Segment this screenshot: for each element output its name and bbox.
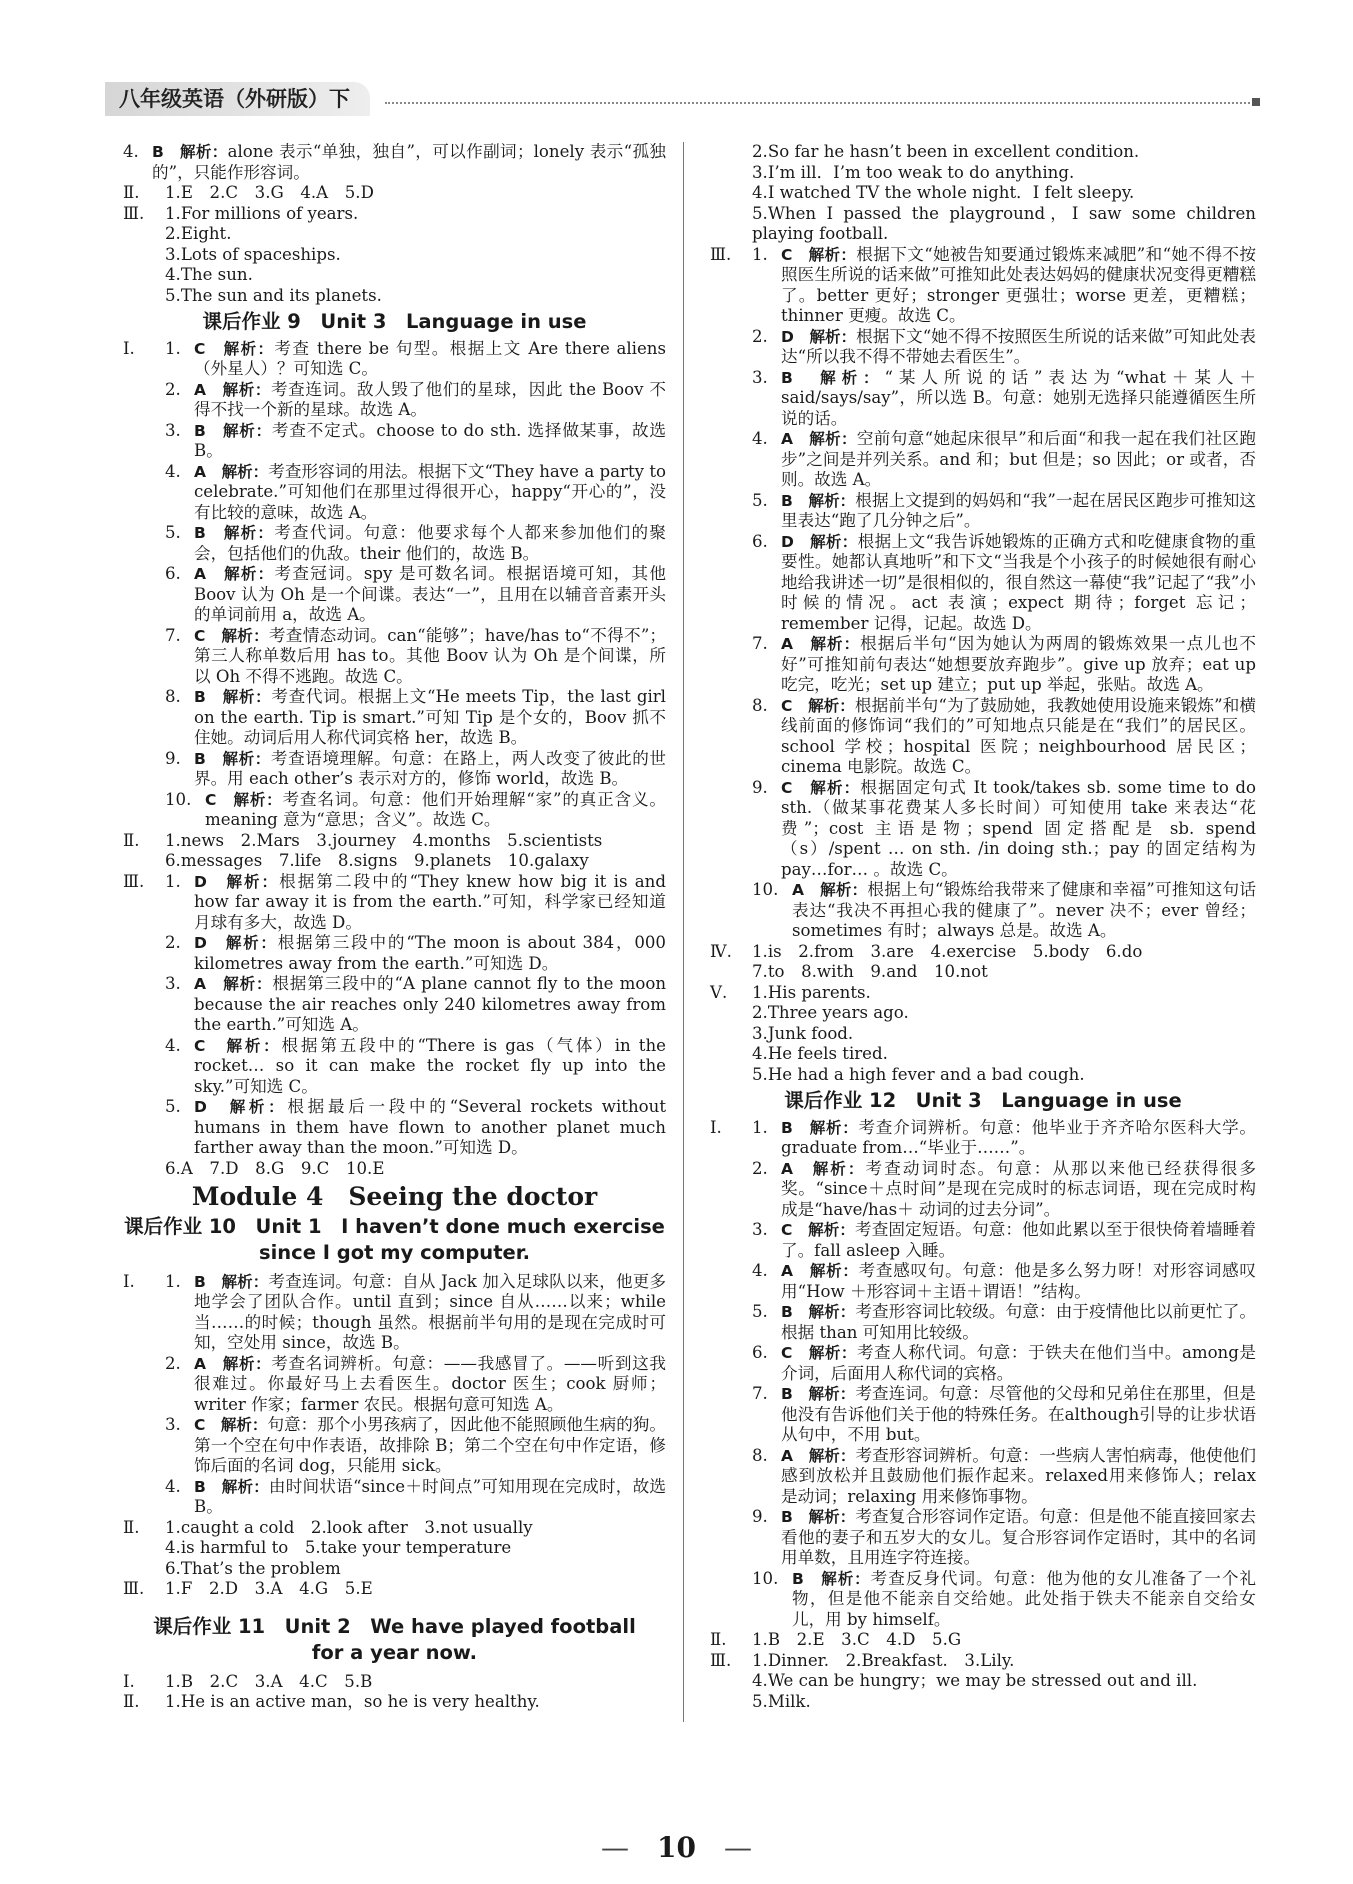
hw9-section-iii: Ⅲ. 1. D 解析：根据第二段中的“They knew how big it is and how far away it is from the earth.”可知，科学家已经知道月球有多大，故选 D。 2. D 解析：根据第三段中的“The moon is about 384，000 kilometres away from the earth.”可知选 D。 3. A 解析：根据第三段中的“A plane cannot fly to the moon because the air reaches only 240 kilometres away from the earth.”可知选 A。 4. C 解析：根据第五段中的“There is gas（气体）in the rocket… so it can make the rocket fly up into the sky.”可知选 C。 5. D 解析：根据最后一段中的“Several rockets without humans in them have flown to another planet much farther away than the moon.”可知选 D。 6.A 7.D 8.G 9.C 10.E — [123, 871, 667, 1178]
left-column — [123, 142, 666, 1713]
answer-item: 4. C 解析：根据第五段中的“There is gas（气体）in the rocket… so it can make the rocket fly up into the sky.”可知选 C。 — [165, 1035, 666, 1096]
answer-item: 10. B 解析：考查反身代词。句意：他为他的女儿准备了一个礼物，但是他不能亲自交给她。此处指于铁夫不能亲自交给女儿，用 by himself。 — [752, 1568, 1256, 1629]
header-title: 八年级英语（外研版）下 — [105, 82, 370, 116]
answer-item: 4. B 解析：alone 表示“单独，独自”，可以作副词；lonely 表示“孤独的”，只能作形容词。 — [123, 142, 666, 182]
answer-item: 3. B 解析：考查不定式。choose to do sth. 选择做某事，故选 B。 — [165, 420, 666, 460]
answer-item: 10. C 解析：考查名词。句意：他们开始理解“家”的真正含义。meaning 意为“意思；含义”。故选 C。 — [165, 789, 666, 829]
section-iv: Ⅳ. 1.is 2.from 3.are 4.exercise 5.body 6.do 7.to 8.with 9.and 10.not — [710, 941, 1143, 981]
answer-item: 3. C 解析：句意：那个小男孩病了，因此他不能照顾他生病的狗。第一个空在句中作表语，故排除 B；第二个空在句中作定语，修饰后面的名词 dog，只能用 sick。 — [165, 1415, 666, 1475]
answer-item: 3. C 解析：考查固定短语。句意：他如此累以至于很快倚着墙睡着了。fall asleep 入睡。 — [752, 1220, 1256, 1260]
hw11-section-ii: Ⅱ. 1.He is an active man，so he is very healthy. — [123, 1692, 540, 1711]
homework-10-heading: 课后作业 10 Unit 1 I haven’t done much exercise since I got my computer. — [124, 1214, 665, 1264]
answer-item: 5. B 解析：考查形容词比较级。句意：由于疫情他比以前更忙了。根据 than 可知用比较级。 — [752, 1302, 1256, 1342]
answer-item: 1. C 解析：考查 there be 句型。根据上文 Are there aliens（外星人）？可知选 C。 — [165, 338, 666, 378]
answer-item: 1. C 解析：根据下文“她被告知要通过锻炼来减肥”和“她不得不按照医生所说的话来做”可推知此处表达妈妈的健康状况变得更糟糕了。better 更好；stronger 更强壮；worse 更差，更糟糕；thinner 更瘦。故选 C。 — [752, 244, 1256, 325]
page-number-left-dash: — — [601, 1831, 658, 1864]
homework-12-heading: 课后作业 12 Unit 3 Language in use — [784, 1089, 1182, 1112]
answer-item: 9. C 解析：根据固定句式 It took/takes sb. some time to do sth.（做某事花费某人多长时间）可知使用 take 来表达“花费”；cost 主语是物；spend 固定搭配是 sb. spend（s）/spent … on sth. /in doing sth.；pay 的固定结构为 pay…for… 。故选 C。 — [752, 777, 1256, 879]
answer-item: 2. A 解析：考查名词辨析。句意：——我感冒了。——听到这我很难过。你最好马上去看医生。doctor 医生；cook 厨师；writer 作家；farmer 农民。根据句意可知选 A。 — [165, 1353, 666, 1414]
answer-item: 4. A 解析：空前句意“她起床很早”和后面“和我一起在我们社区跑步”之间是并列关系。and 和；but 但是；so 因此；or 或者，否则。故选 A。 — [752, 429, 1257, 489]
hw12-section-iii: Ⅲ. 1.Dinner. 2.Breakfast. 3.Lily. 4.We can be hungry；we may be stressed out and ill. 5.Milk. — [710, 1650, 1198, 1711]
answer-item: 7. C 解析：考查情态动词。can“能够”；have/has to“不得不”；第三人称单数后用 has to。其他 Boov 认为 Oh 是个间谍，所以 Oh 不得不逃跑。故选 C。 — [165, 625, 666, 686]
answer-item: 2. D 解析：根据下文“她不得不按照医生所说的话来做”可知此处表达“所以我不得不带她去看医生”。 — [752, 326, 1257, 366]
page-number: — 10 — — [601, 1831, 752, 1864]
section-v: Ⅴ. 1.His parents. 2.Three years ago. 3.Junk food. 4.He feels tired. 5.He had a high fever and a bad cough. — [710, 982, 1085, 1084]
hw12-section-ii: Ⅱ. 1.B 2.E 3.C 4.D 5.G — [710, 1630, 962, 1649]
hw9-section-i: Ⅰ. 1. C 解析：考查 there be 句型。根据上文 Are there aliens（外星人）？可知选 C。 2. A 解析：考查连词。敌人毁了他们的星球，因此 the Boov 不得不找一个新的星球。故选 A。 3. B 解析：考查不定式。choose to do sth. 选择做某事，故选 B。 4. A 解析：考查形容词的用法。根据下文“They have a party to celebrate.”可知他们在那里过得很开心，happy“开心的”，没有比较的意味，故选 A。 5. B 解析：考查代词。句意：他要求每个人都来参加他们的聚会，包括他们的仇敌。their 他们的，故选 B。 6. A 解析：考查冠词。spy 是可数名词。根据语境可知，其他 Boov 认为 Oh 是一个间谍。表达“一”，且用在以辅音音素开头的单词前用 a，故选 A。 7. C 解析：考查情态动词。can“能够”；have/has to“不得不”；第三人称单数后用 has to。其他 Boov 认为 Oh 是个间谍，所以 Oh 不得不逃跑。故选 C。 8. B 解析：考查代词。根据上文“He meets Tip，the last girl on the earth. Tip is smart.”可知 Tip 是个女的，Boov 抓不住她。动词后用人称代词宾格 her，故选 B。 9. B 解析：考查语境理解。句意：在路上，两人改变了彼此的世界。用 each other’s 表示对方的，修饰 world，故选 B。 10. C 解析：考查名词。句意：他们开始理解“家”的真正含义。meaning 意为“意思；含义”。故选 C。 — [123, 338, 666, 829]
running-header — [105, 82, 1260, 116]
hw9-section-ii: Ⅱ. 1.news 2.Mars 3.journey 4.months 5.scientists 6.messages 7.life 8.signs 9.planets 10.galaxy — [123, 830, 603, 870]
answer-item: 5. B 解析：根据上文提到的妈妈和“我”一起在居民区跑步可推知这里表达“跑了几分钟之后”。 — [752, 490, 1256, 530]
answer-item: 1. B 解析：考查介词辨析。句意：他毕业于齐齐哈尔医科大学。graduate from…“毕业于……”。 — [752, 1117, 1256, 1157]
homework-11-heading: 课后作业 11 Unit 2 We have played football for a year now. — [153, 1614, 636, 1664]
answer-item: 3. A 解析：根据第三段中的“A plane cannot fly to the moon because the air reaches only 240 kilometres away from the earth.”可知选 A。 — [165, 974, 667, 1034]
answer-item: 5. D 解析：根据最后一段中的“Several rockets without humans in them have flown to another planet much farther away than the moon.”可知选 D。 — [165, 1097, 666, 1157]
answer-item: 9. B 解析：考查语境理解。句意：在路上，两人改变了彼此的世界。用 each other’s 表示对方的，修饰 world，故选 B。 — [165, 748, 666, 788]
section-iii-cloze: Ⅲ. 1. C 解析：根据下文“她被告知要通过锻炼来减肥”和“她不得不按照医生所说的话来做”可推知此处表达妈妈的健康状况变得更糟糕了。better 更好；stronger 更强壮；worse 更差，更糟糕；thinner 更瘦。故选 C。 2. D 解析：根据下文“她不得不按照医生所说的话来做”可知此处表达“所以我不得不带她去看医生”。 3. B 解析：“某人所说的话”表达为“what＋某人＋said/says/say”，所以选 B。句意：她别无选择只能遵循医生所说的话。 4. A 解析：空前句意“她起床很早”和后面“和我一起在我们社区跑步”之间是并列关系。and 和；but 但是；so 因此；or 或者，否则。故选 A。 5. B 解析：根据上文提到的妈妈和“我”一起在居民区跑步可推知这里表达“跑了几分钟之后”。 6. D 解析：根据上文“我告诉她锻炼的正确方式和吃健康食物的重要性。她都认真地听”和下文“当我是个小孩子的时候她很有耐心地给我讲述一切”是很相似的，很自然这一幕使“我”记起了“我”小时候的情况。act 表演；expect 期待；forget 忘记；remember 记得，记起。故选 D。 7. A 解析：根据后半句“因为她认为两周的锻炼效果一点儿也不好”可推知前句表达“她想要放弃跑步”。give up 放弃；eat up 吃完，吃光；set up 建立；put up 举起，张贴。故选 A。 8. C 解析：根据前半句“为了鼓励她，我教她使用设施来锻炼”和横线前面的修饰词“我们的”可知地点只能是在“我们”的居民区。school 学校；hospital 医院；neighbourhood 居民区；cinema 电影院。故选 C。 9. C 解析：根据固定句式 It took/takes sb. some time to do sth.（做某事花费某人多长时间）可知使用 take 来表达“花费”；cost 主语是物；spend 固定搭配是 sb. spend（s）/spent … on sth. /in doing sth.；pay 的固定结构为 pay…for… 。故选 C。 10. A 解析：根据上句“锻炼给我带来了健康和幸福”可推知这句话表达“我决不再担心我的健康了”。never 决不；ever 曾经；sometimes 有时；always 总是。故选 A。 — [710, 244, 1257, 940]
answer-item: 7. B 解析：考查连词。句意：尽管他的父母和兄弟住在那里，但是他没有告诉他们关于他的特殊任务。在although引导的让步状语从句中，不用 but。 — [752, 1384, 1256, 1444]
answer-item: 6. D 解析：根据上文“我告诉她锻炼的正确方式和吃健康食物的重要性。她都认真地听”和下文“当我是个小孩子的时候她很有耐心地给我讲述一切”是很相似的，很自然这一幕使“我”记起了“我”小时候的情况。act 表演；expect 期待；forget 忘记；remember 记得，记起。故选 D。 — [752, 531, 1256, 633]
answer-item: 8. B 解析：考查代词。根据上文“He meets Tip，the last girl on the earth. Tip is smart.”可知 Tip 是个女的，Boov 抓不住她。动词后用人称代词宾格 her，故选 B。 — [165, 687, 666, 747]
hw10-section-iii: Ⅲ. 1.F 2.D 3.A 4.G 5.E — [123, 1579, 373, 1598]
answer-item: 9. B 解析：考查复合形容词作定语。句意：但是他不能直接回家去看他的妻子和五岁大的女儿。复合形容词作定语时，其中的名词用单数，且用连字符连接。 — [752, 1507, 1256, 1567]
answer-item: 8. C 解析：根据前半句“为了鼓励她，我教她使用设施来锻炼”和横线前面的修饰词“我们的”可知地点只能是在“我们”的居民区。school 学校；hospital 医院；neighbourhood 居民区；cinema 电影院。故选 C。 — [752, 695, 1256, 776]
hw12-section-i: Ⅰ. 1. B 解析：考查介词辨析。句意：他毕业于齐齐哈尔医科大学。graduate from…“毕业于……”。 2. A 解析：考查动词时态。句意：从那以来他已经获得很多奖。“since＋点时间”是现在完成时的标志词语，现在完成时构成是“have/has＋ 动词的过去分词”。 3. C 解析：考查固定短语。句意：他如此累以至于很快倚着墙睡着了。fall asleep 入睡。 4. A 解析：考查感叹句。句意：他是多么努力呀！对形容词感叹用“How ＋形容词＋主语＋谓语！”结构。 5. B 解析：考查形容词比较级。句意：由于疫情他比以前更忙了。根据 than 可知用比较级。 6. C 解析：考查人称代词。句意：于铁夫在他们当中。among是介词，后面用人称代词的宾格。 7. B 解析：考查连词。句意：尽管他的父母和兄弟住在那里，但是他没有告诉他们关于他的特殊任务。在although引导的让步状语从句中，不用 but。 8. A 解析：考查形容词辨析。句意：一些病人害怕病毒，他使他们感到放松并且鼓励他们振作起来。relaxed用来修饰人；relax 是动词；relaxing 用来修饰事物。 9. B 解析：考查复合形容词作定语。句意：但是他不能直接回家去看他的妻子和五岁大的女儿。复合形容词作定语时，其中的名词用单数，且用连字符连接。 10. B 解析：考查反身代词。句意：他为他的女儿准备了一个礼物，但是他不能亲自交给她。此处指于铁夫不能亲自交给女儿，用 by himself。 — [710, 1117, 1257, 1629]
column-divider — [683, 142, 684, 1722]
answer-item: 6. C 解析：考查人称代词。句意：于铁夫在他们当中。among是介词，后面用人称代词的宾格。 — [752, 1343, 1256, 1383]
section-ii: Ⅱ. 1.E 2.C 3.G 4.A 5.D — [123, 183, 374, 202]
answer-item: 8. A 解析：考查形容词辨析。句意：一些病人害怕病毒，他使他们感到放松并且鼓励他们振作起来。relaxed用来修饰人；relax 是动词；relaxing 用来修饰事物。 — [752, 1445, 1257, 1506]
hw10-section-i: Ⅰ. 1. B 解析：考查连词。句意：自从 Jack 加入足球队以来，他更多地学会了团队合作。until 直到；since 自从……以来；while 当……的时候；though 虽然。根据前半句用的是现在完成时可知，空处用 since，故选 B。 2. A 解析：考查名词辨析。句意：——我感冒了。——听到这我很难过。你最好马上去看医生。doctor 医生；cook 厨师；writer 作家；farmer 农民。根据句意可知选 A。 3. C 解析：句意：那个小男孩病了，因此他不能照顾他生病的狗。第一个空在句中作表语，故排除 B；第二个空在句中作定语，修饰后面的名词 dog，只能用 sick。 4. B 解析：由时间状语“since＋时间点”可知用现在完成时，故选 B。 — [123, 1271, 666, 1516]
module-4-title: Module 4 Seeing the doctor — [191, 1182, 598, 1211]
answer-item: 4. A 解析：考查形容词的用法。根据下文“They have a party to celebrate.”可知他们在那里过得很开心，happy“开心的”，没有比较的意味，故选 A。 — [165, 461, 666, 522]
answer-item: 4. B 解析：由时间状语“since＋时间点”可知用现在完成时，故选 B。 — [165, 1476, 666, 1516]
answer-item: 4. A 解析：考查感叹句。句意：他是多么努力呀！对形容词感叹用“How ＋形容词＋主语＋谓语！”结构。 — [752, 1261, 1257, 1301]
hw11-section-i: Ⅰ. 1.B 2.C 3.A 4.C 5.B — [123, 1671, 373, 1691]
answer-item: 7. A 解析：根据后半句“因为她认为两周的锻炼效果一点儿也不好”可推知前句表达“她想要放弃跑步”。give up 放弃；eat up 吃完，吃光；set up 建立；put up 举起，张贴。故选 A。 — [752, 634, 1257, 694]
answer-item: 2. A 解析：考查连词。敌人毁了他们的星球，因此 the Boov 不得不找一个新的星球。故选 A。 — [165, 379, 666, 419]
answer-item: 3. B 解析：“某人所说的话”表达为“what＋某人＋said/says/say”，所以选 B。句意：她别无选择只能遵循医生所说的话。 — [752, 367, 1256, 428]
header-dotted-rule — [385, 102, 1250, 104]
answer-item: 2. D 解析：根据第三段中的“The moon is about 384，000 kilometres away from the earth.”可知选 D。 — [165, 933, 666, 973]
continued-answers: 2.So far he hasn’t been in excellent condition. 3.I’m ill．I’m too weak to do anything. 4.I watched TV the whole night．I felt sleepy. 5.When I passed the playground，I saw some children playing football. — [752, 142, 1256, 243]
section-iii: Ⅲ. 1.For millions of years. 2.Eight. 3.Lots of spaceships. 4.The sun. 5.The sun and its planets. — [123, 203, 382, 305]
homework-9-heading: 课后作业 9 Unit 3 Language in use — [202, 310, 587, 333]
answer-item: 10. A 解析：根据上句“锻炼给我带来了健康和幸福”可推知这句话表达“我决不再担心我的健康了”。never 决不；ever 曾经；sometimes 有时；always 总是。故选 A。 — [752, 880, 1256, 940]
answer-item: 1. B 解析：考查连词。句意：自从 Jack 加入足球队以来，他更多地学会了团队合作。until 直到；since 自从……以来；while 当……的时候；though 虽然。根据前半句用的是现在完成时可知，空处用 since，故选 B。 — [165, 1271, 666, 1352]
answer-item: 5. B 解析：考查代词。句意：他要求每个人都来参加他们的聚会，包括他们的仇敌。their 他们的，故选 B。 — [165, 523, 666, 563]
answer-item: 2. A 解析：考查动词时态。句意：从那以来他已经获得很多奖。“since＋点时间”是现在完成时的标志词语，现在完成时构成是“have/has＋ 动词的过去分词”。 — [752, 1158, 1257, 1219]
answer-item: 1. D 解析：根据第二段中的“They knew how big it is and how far away it is from the earth.”可知，科学家已经知道月球有多大，故选 D。 — [165, 871, 666, 932]
page-number-right-dash: — — [695, 1831, 752, 1864]
answer-item: 6. A 解析：考查冠词。spy 是可数名词。根据语境可知，其他 Boov 认为 Oh 是一个间谍。表达“一”，且用在以辅音音素开头的单词前用 a，故选 A。 — [165, 564, 666, 624]
hw10-section-ii: Ⅱ. 1.caught a cold 2.look after 3.not usually 4.is harmful to 5.take your temperature 6.That’s the problem — [123, 1517, 533, 1578]
header-square-marker — [1252, 98, 1260, 106]
right-column — [710, 142, 1256, 1712]
